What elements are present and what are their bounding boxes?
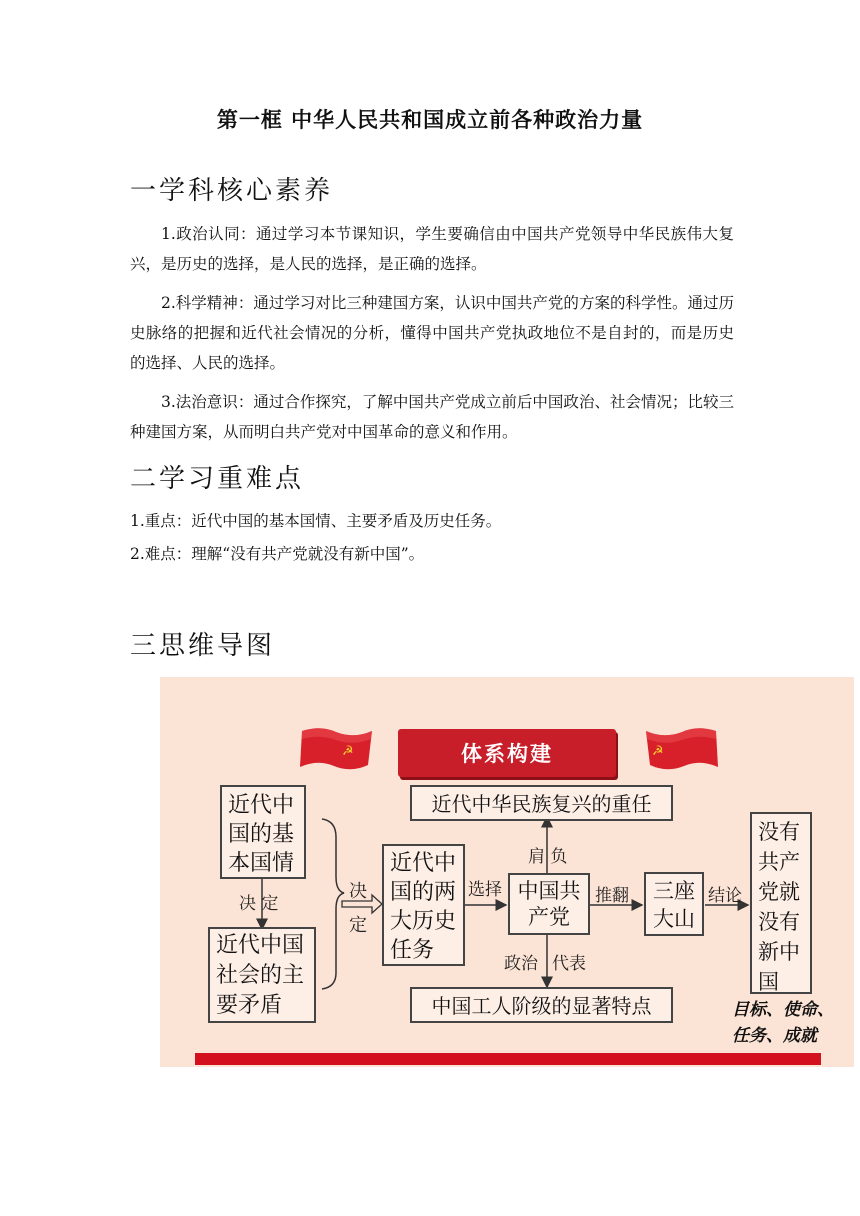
- label-conclude: 结论: [708, 886, 742, 906]
- label-represent: 代表: [552, 954, 586, 974]
- svg-text:☭: ☭: [652, 744, 664, 759]
- mind-map: [160, 677, 854, 1067]
- label-decide-small: 决 定: [239, 894, 279, 914]
- section-heading-mind-map: 三思维导图: [130, 631, 276, 661]
- label-politics: 政治: [504, 954, 538, 974]
- node-national-rejuvenation: 近代中华民族复兴的重任: [410, 785, 673, 821]
- section-heading-key-points: 二学习重难点: [130, 464, 305, 494]
- node-communist-party: 中国共产党: [508, 873, 590, 935]
- handwritten-note-line-2: 任务、成就: [732, 1026, 817, 1046]
- handwritten-note: [732, 997, 852, 1049]
- node-working-class: 中国工人阶级的显著特点: [410, 987, 673, 1023]
- label-decide-big-2: 定: [349, 915, 367, 936]
- section-heading-core: 一学科核心素养: [130, 176, 334, 206]
- label-decide-big-1: 决: [349, 881, 367, 902]
- node-basic-national-conditions: 近代中国的基本国情: [220, 785, 306, 879]
- red-divider-bar: [195, 1053, 821, 1065]
- paragraph-scientific-spirit: 2.科学精神：通过学习对比三种建国方案，认识中国共产党的方案的科学性。通过历史脉络的把握和近代社会情况的分析，懂得中国共产党执政地位不是自封的，而是历史的选择、人民的选择。: [130, 294, 734, 372]
- label-overthrow: 推翻: [595, 886, 629, 906]
- paragraph-rule-of-law: 3.法治意识：通过合作探究，了解中国共产党成立前后中国政治、社会情况；比较三种建国方案，从而明白共产党对中国革命的意义和作用。: [130, 393, 734, 441]
- document-title: 第一框 中华人民共和国成立前各种政治力量: [216, 107, 644, 132]
- node-conclusion: 没有共产党就没有新中国: [750, 812, 812, 994]
- label-choose: 选择: [468, 880, 502, 900]
- banner-title: 体系构建: [461, 742, 553, 766]
- node-historical-tasks: 近代中国的两大历史任务: [382, 844, 465, 966]
- paragraph-political-identity: 1.政治认同：通过学习本节课知识，学生要确信由中国共产党领导中华民族伟大复兴，是历史的选择，是人民的选择，是正确的选择。: [130, 225, 734, 273]
- label-shoulder: 肩 负: [528, 847, 568, 867]
- paragraph-difficult-point: 2.难点：理解“没有共产党就没有新中国”。: [130, 545, 425, 563]
- svg-text:☭: ☭: [342, 744, 354, 759]
- node-three-mountains: 三座大山: [644, 872, 704, 936]
- handwritten-note-line-1: 目标、使命、: [732, 1000, 834, 1020]
- paragraph-key-point: 1.重点：近代中国的基本国情、主要矛盾及历史任务。: [130, 512, 502, 530]
- node-principal-contradiction: 近代中国社会的主要矛盾: [208, 927, 316, 1023]
